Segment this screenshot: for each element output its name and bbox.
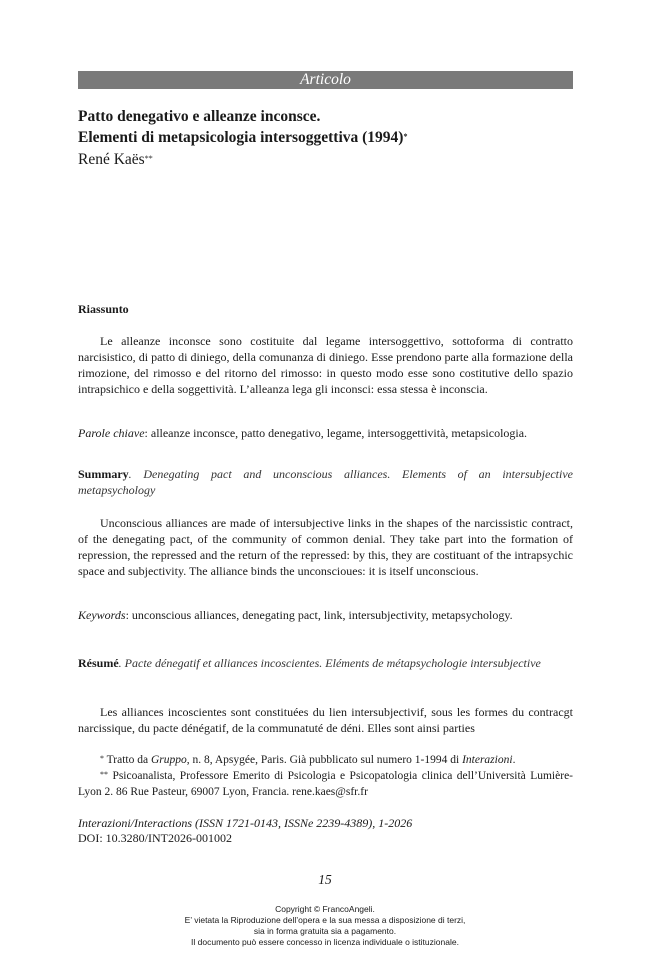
keywords-it: : alleanze inconsce, patto denegativo, legame, intersoggettività, metapsicologia.: [144, 426, 528, 440]
keywords-label-en: Keywords: [78, 608, 126, 622]
summary-keywords: [78, 607, 573, 623]
author-name: René Kaës: [78, 151, 145, 168]
riassunto-abstract: [78, 333, 573, 397]
title-line-1: Patto denegativo e alleanze inconsce.: [78, 108, 321, 125]
resume-subtitle: . Pacte dénegatif et alliances incoscientes. Eléments de métapsychologie intersubjective: [118, 656, 541, 670]
author: [78, 150, 153, 170]
riassunto-keywords: [78, 425, 573, 441]
copyright-notice: [0, 904, 650, 948]
page-number: 15: [318, 872, 332, 887]
summary-subtitle: . Denegating pact and unconscious alliances. Elements of an intersubjective metapsychology: [78, 467, 573, 497]
article-title: [78, 106, 578, 148]
footnote-1: * Tratto da Gruppo, n. 8, Apsygée, Paris. Già pubblicato sul numero 1-1994 di Interazioni.: [100, 754, 516, 766]
section-label: Articolo: [300, 71, 351, 88]
summary-heading: Summary: [78, 467, 129, 481]
resume-heading-block: [78, 655, 573, 671]
journal-info: [78, 816, 412, 846]
summary-abstract: [78, 515, 573, 579]
title-line-2: Elementi di metapsicologia intersoggettiva (1994)*: [78, 129, 408, 146]
resume-abstract: [78, 704, 573, 736]
riassunto-body: Le alleanze inconsce sono costituite dal legame intersoggettivo, sottoforma di contratto narcisistico, di patto di diniego, della comunanza di diniego. Esse prendono parte alla formazione della rimozione, del rimosso e del ritorno del rimosso: in questo modo esse sono costitutive dello spazio intrapsichico e della soggettività. L’alleanza lega gli inconsci: essa stessa è inconscia.: [78, 334, 573, 396]
journal-citation: Interazioni/Interactions (ISSN 1721-0143, ISSNe 2239-4389), 1-2026: [78, 816, 413, 830]
summary-heading-block: [78, 466, 573, 498]
copyright-line-3: sia in forma gratuita sia a pagamento.: [253, 926, 397, 936]
copyright-line-2: E’ vietata la Riproduzione dell’opera e la sua messa a disposizione di terzi,: [184, 915, 466, 925]
title-footnote-mark[interactable]: *: [403, 132, 408, 141]
summary-body: Unconscious alliances are made of intersubjective links in the shapes of the narcissistic contract, of the denegating pact, of the community of common denial. They take part into the formation of repression, the repressed and the return of the repressed: by this, they are costituant of the intrapsychic space and subjectivity. The alliance binds the unconscioues: it is itself unconscious.: [78, 516, 573, 578]
resume-heading: Résumé: [78, 656, 119, 670]
footnotes: [78, 752, 573, 800]
copyright-line-1: Copyright © FrancoAngeli.: [275, 904, 375, 914]
resume-body: Les alliances incoscientes sont constituées du lien intersubjectivif, sous les formes du contracgt narcissique, du pacte dénégatif, de la communatuté de déni. Elles sont ainsi parties: [78, 705, 573, 735]
copyright-line-4: Il documento può essere concesso in licenza individuale o istituzionale.: [191, 937, 459, 947]
footnote-2: ** Psicoanalista, Professore Emerito di Psicologia e Psicopatologia clinica dell’Università Lumière-Lyon 2. 86 Rue Pasteur, 69007 Lyon, Francia. rene.kaes@sfr.fr: [78, 770, 573, 798]
journal-doi[interactable]: DOI: 10.3280/INT2026-001002: [78, 831, 232, 845]
section-header-bar: [78, 71, 573, 89]
author-footnote-mark[interactable]: **: [144, 154, 153, 163]
keywords-en: : unconscious alliances, denegating pact, link, intersubjectivity, metapsychology.: [125, 608, 513, 622]
riassunto-heading: Riassunto: [78, 302, 129, 316]
keywords-label-it: Parole chiave: [78, 426, 145, 440]
